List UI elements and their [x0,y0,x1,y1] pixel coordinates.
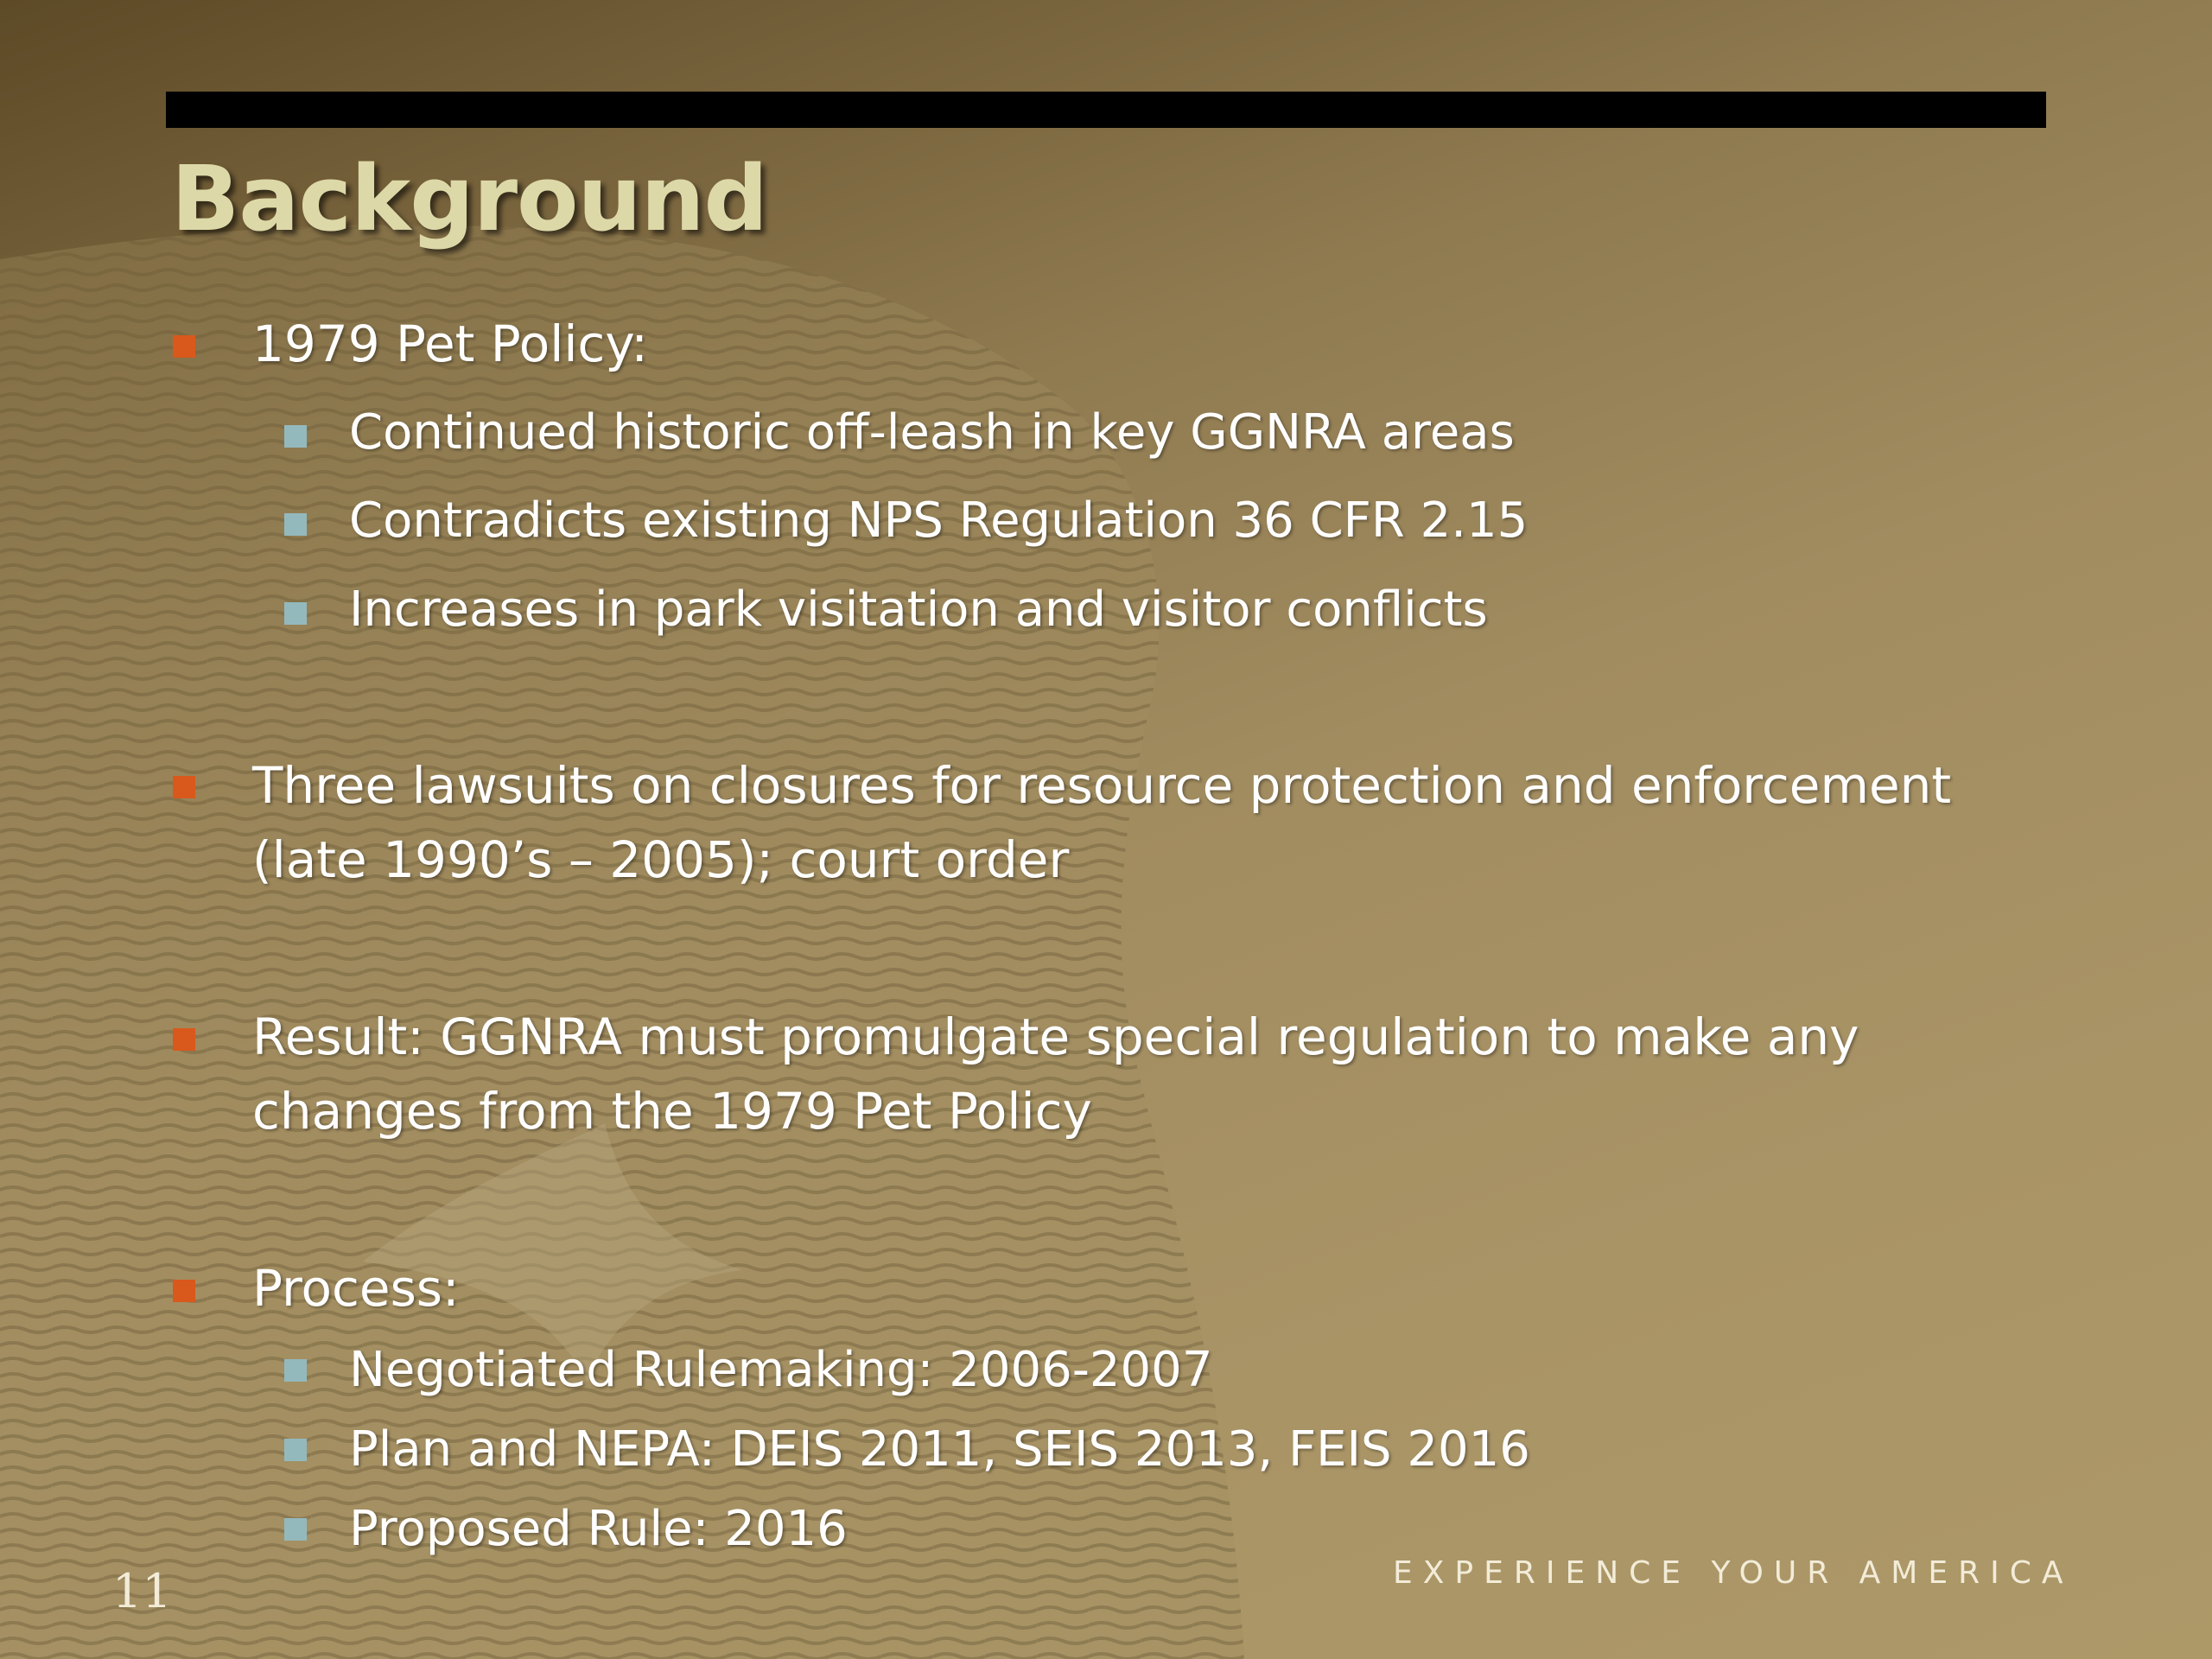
sub-bullet-marker-blue [284,1359,307,1382]
sub-bullet-marker-blue [284,1439,307,1461]
bullet-pet-policy: 1979 Pet Policy: [252,315,648,373]
sub-bullet-proposed-rule: Proposed Rule: 2016 [349,1501,848,1557]
sub-bullet-marker-blue [284,602,307,625]
bullet-lawsuits-line-1: Three lawsuits on closures for resource protection and enforcement [252,756,1952,815]
sub-bullet-visitation: Increases in park visitation and visitor conflicts [349,582,1488,638]
sub-bullet-regulation: Contradicts existing NPS Regulation 36 CFR 2.15 [349,493,1529,549]
bullet-marker-orange [173,776,195,798]
footer-tagline: EXPERIENCE YOUR AMERICA [1393,1555,2074,1591]
sub-bullet-plan-nepa: Plan and NEPA: DEIS 2011, SEIS 2013, FEIS 2016 [349,1421,1530,1478]
sub-bullet-marker-blue [284,1518,307,1541]
bullet-result-line-2: changes from the 1979 Pet Policy [252,1082,1092,1141]
sub-bullet-negotiated-rulemaking: Negotiated Rulemaking: 2006-2007 [349,1342,1213,1398]
bullet-marker-orange [173,1280,195,1302]
sub-bullet-marker-blue [284,513,307,536]
bullet-marker-orange [173,1028,195,1051]
sub-bullet-off-leash: Continued historic off-leash in key GGNRA areas [349,404,1515,461]
bullet-process: Process: [252,1259,460,1318]
bullet-result-line-1: Result: GGNRA must promulgate special regulation to make any [252,1007,1859,1066]
slide-number: 11 [112,1564,172,1618]
bullet-lawsuits-line-2: (late 1990’s – 2005); court order [252,830,1070,889]
sub-bullet-marker-blue [284,425,307,448]
bullet-marker-orange [173,335,195,358]
slide-title: Background [171,146,767,251]
